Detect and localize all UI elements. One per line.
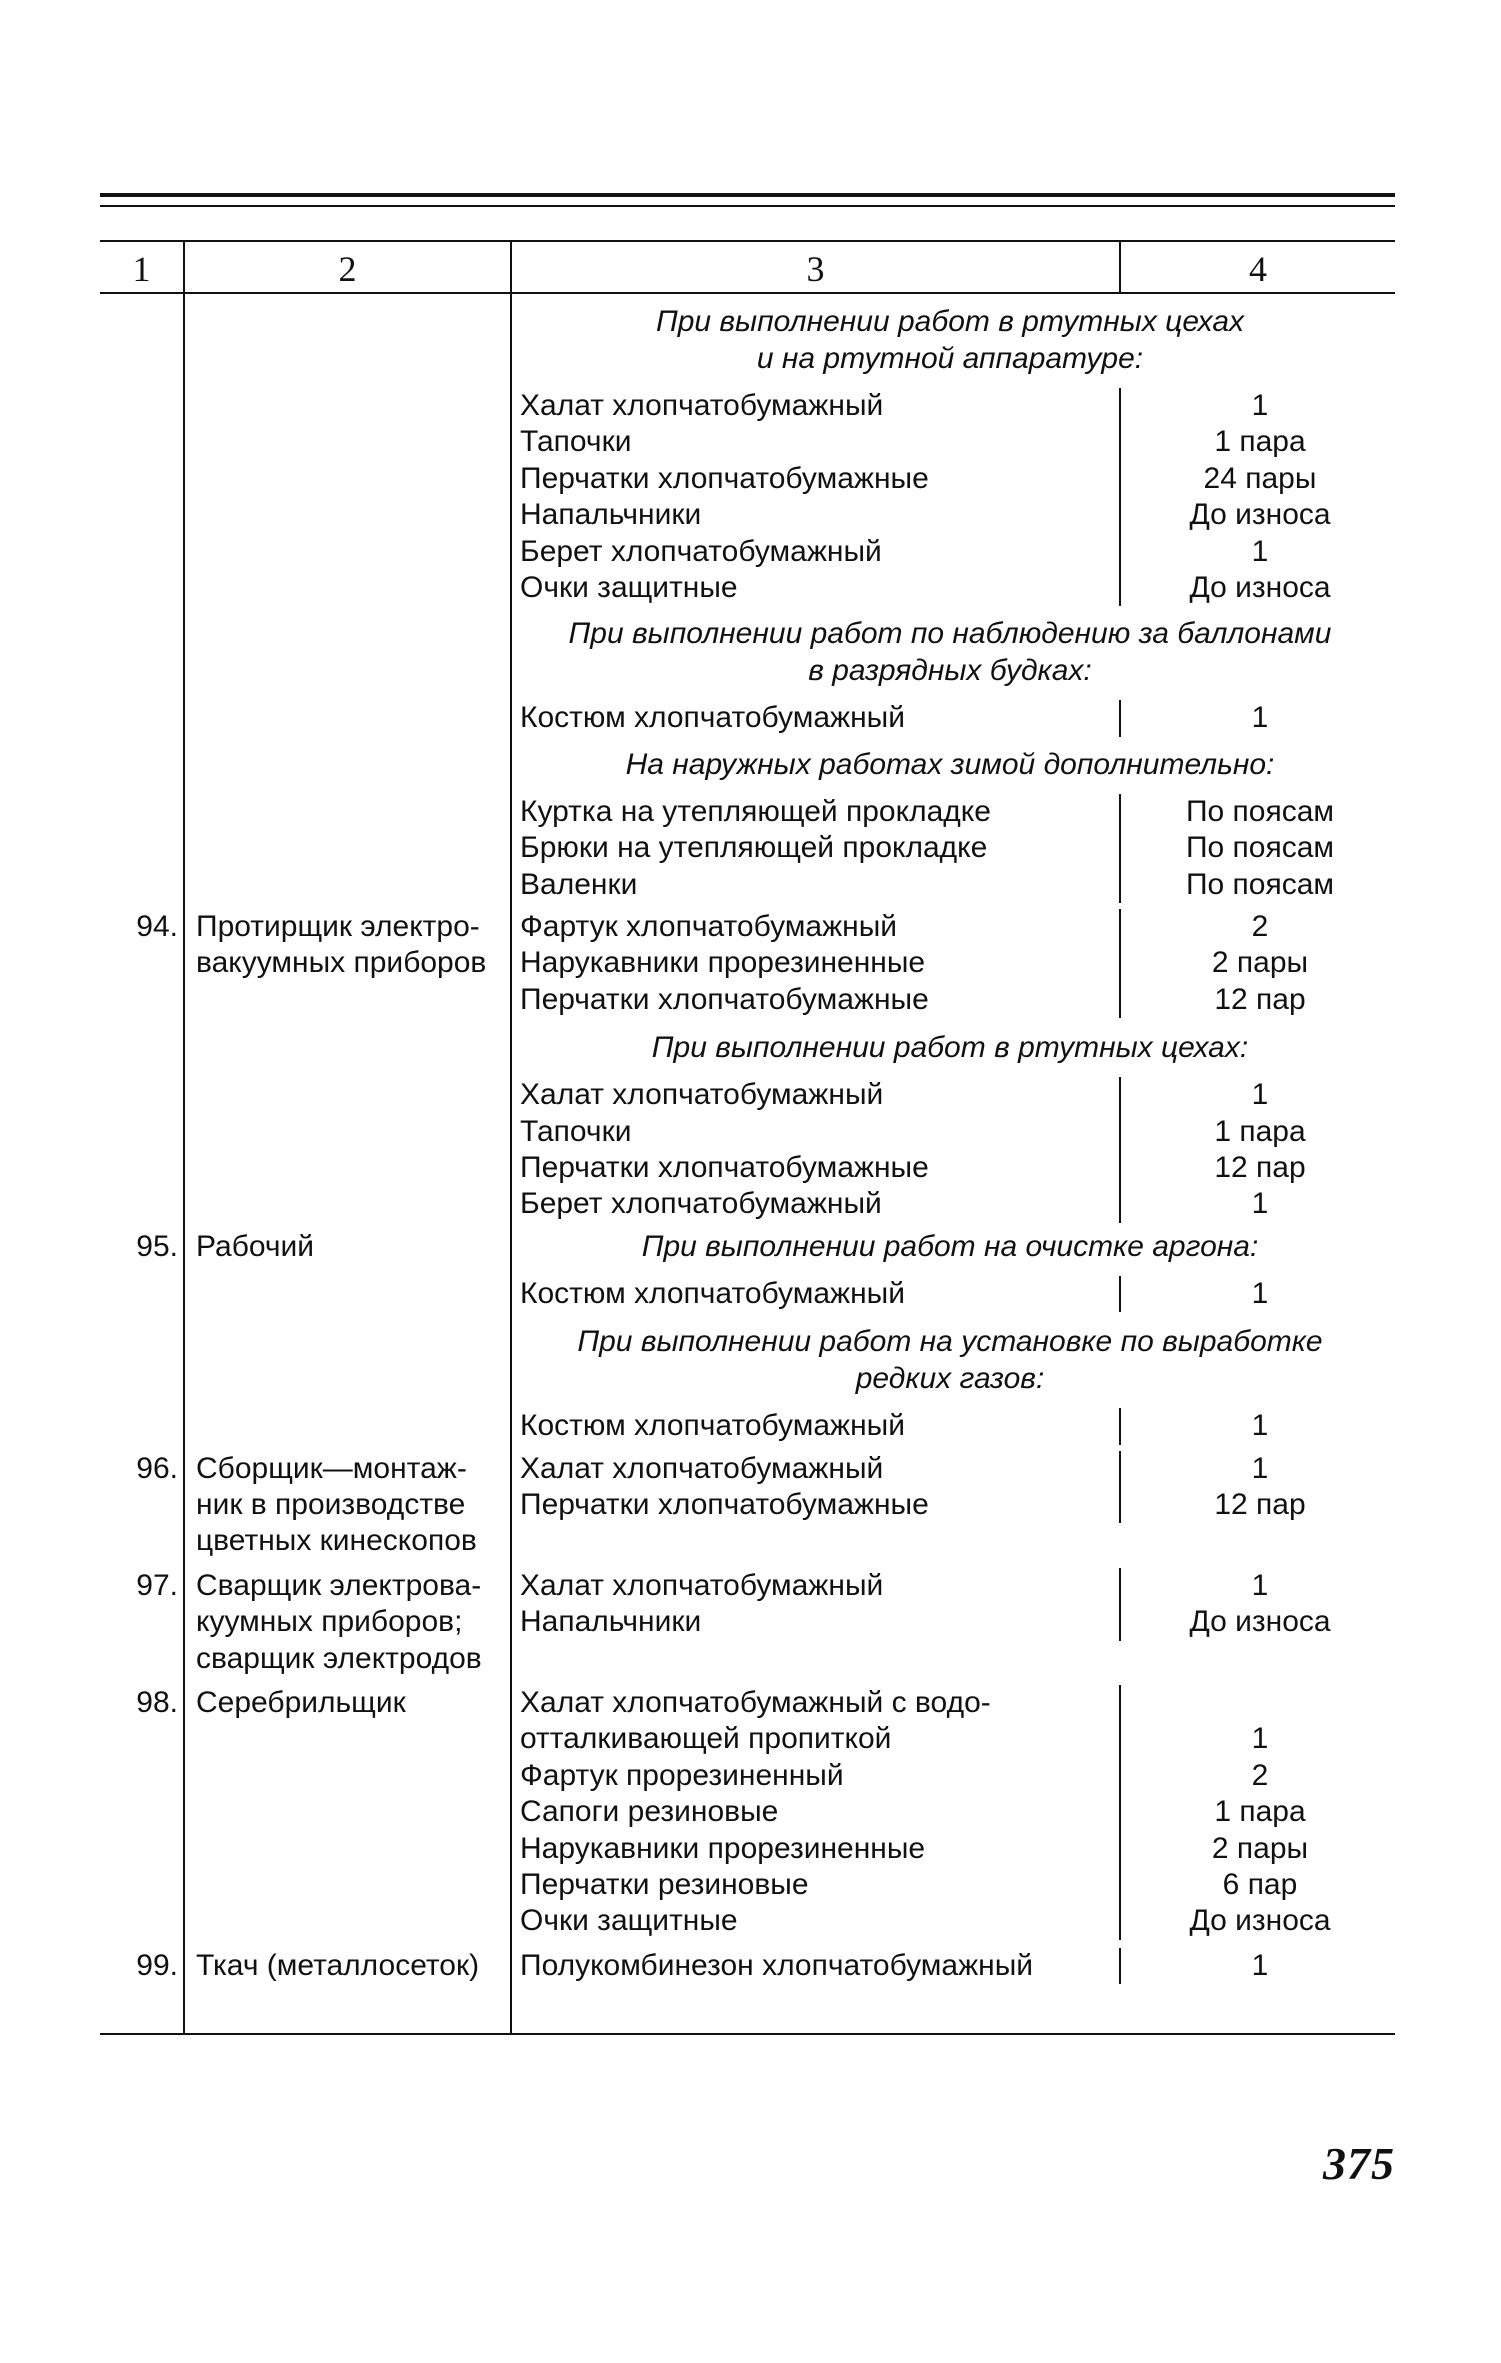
col-divider-3-segment [1119,388,1121,606]
header-top-line [100,240,1395,242]
item-name: Халат хлопчатобумажный [520,1568,884,1602]
item-norm: 1 [1251,534,1269,568]
item-name: Сапоги резиновые [520,1795,779,1829]
item-norm: 1 [1251,1078,1269,1112]
item-name: Полукомбинезон хлопчатобумажный [520,1948,1034,1982]
item-norm: 1 [1251,1409,1269,1443]
section-heading-line: редких газов: [855,1362,1045,1396]
item-name: Очки защитные [520,571,738,604]
profession-line: Сварщик электрова- [196,1568,482,1602]
profession-line: сварщик электродов [196,1641,482,1675]
item-name: Фартук прорезиненный [520,1758,844,1792]
section-heading-line: При выполнении работ в ртутных цехах [655,305,1245,338]
item-norm: 24 пары [1203,461,1317,495]
item-name: Костюм хлопчатобумажный [520,701,905,735]
item-name: Халат хлопчатобумажный [520,1451,884,1485]
item-name: Напальчники [520,498,702,532]
item-norm: 1 [1251,1722,1269,1756]
item-norm: 1 [1251,1187,1269,1221]
item-name: Перчатки хлопчатобумажные [520,1488,929,1521]
item-norm: 1 пара [1214,425,1306,459]
item-name: Тапочки [520,425,632,459]
item-norm: До износа [1189,498,1331,532]
item-norm: 2 пары [1211,946,1309,980]
section-heading-line: При выполнении работ в ртутных цехах: [651,1031,1249,1065]
col-divider-3-segment [1119,1685,1121,1940]
item-name: Халат хлопчатобумажный с водо- [520,1686,991,1719]
col-divider-3-segment [1119,1276,1121,1312]
header-col-4: 4 [1249,249,1267,289]
item-norm: 1 [1251,701,1269,735]
item-name: Костюм хлопчатобумажный [520,1276,905,1310]
page-number: 375 [1323,2138,1395,2189]
item-norm: 6 пар [1222,1868,1298,1901]
entry-number: 98. [136,1686,178,1719]
item-name: Тапочки [520,1114,632,1148]
section-heading-line: На наружных работах зимой дополнительно: [625,747,1275,781]
entry-number: 95. [136,1229,178,1263]
item-name: Перчатки хлопчатобумажные [520,461,929,495]
item-norm: 1 пара [1214,1795,1306,1829]
item-name: Нарукавники прорезиненные [520,946,926,980]
profession-line: Серебрильщик [196,1686,406,1719]
profession-line: цветных кинескопов [196,1524,477,1558]
item-name: Костюм хлопчатобумажный [520,1409,905,1443]
item-norm: По поясам [1185,831,1335,865]
col-divider-3-segment [1119,1408,1121,1444]
item-norm: До износа [1189,1904,1331,1938]
item-norm: 1 [1251,1948,1269,1982]
item-norm: 1 [1251,1276,1269,1310]
header-col-2: 2 [338,249,357,289]
profession-line: ник в производстве [196,1488,466,1521]
section-heading-line: и на ртутной аппаратуре: [756,342,1144,375]
section-heading-line: При выполнении работ на очистке аргона: [641,1229,1259,1263]
header-col-3: 3 [806,249,825,289]
profession-line: вакуумных приборов [196,946,487,980]
item-norm: 12 пар [1214,982,1306,1016]
item-name: Фартук хлопчатобумажный [520,910,898,943]
item-norm: До износа [1189,1605,1331,1639]
item-name: Перчатки резиновые [520,1868,809,1901]
item-name: отталкивающей пропиткой [520,1722,892,1756]
col-divider-3-segment [1119,794,1121,903]
item-name: Напальчники [520,1605,702,1639]
col-divider-3-segment [1119,1077,1121,1223]
table-bottom-line [100,2033,1395,2035]
item-name: Халат хлопчатобумажный [520,1078,884,1112]
item-norm: 12 пар [1214,1488,1306,1521]
col-divider-3-segment [1119,1568,1121,1641]
item-norm: 1 [1251,1568,1269,1602]
item-name: Халат хлопчатобумажный [520,389,884,422]
item-norm: 1 [1251,1451,1269,1485]
entry-number: 99. [136,1948,178,1982]
item-name: Берет хлопчатобумажный [520,534,882,568]
profession-line: Сборщик—монтаж- [196,1451,467,1485]
item-name: Перчатки хлопчатобумажные [520,1151,929,1184]
item-norm: 12 пар [1214,1151,1306,1184]
body-col-divider-2 [510,294,512,2035]
item-name: Берет хлопчатобумажный [520,1187,882,1221]
item-norm: 1 пара [1214,1114,1306,1148]
item-name: Брюки на утепляющей прокладке [520,831,988,865]
profession-line: Протирщик электро- [196,910,480,943]
section-heading-line: При выполнении работ по наблюдению за баллонами [568,617,1332,651]
item-norm: 2 пары [1211,1831,1309,1865]
item-name: Нарукавники прорезиненные [520,1831,926,1865]
item-norm: По поясам [1185,867,1335,901]
profession-line: Рабочий [196,1229,315,1263]
entry-number: 94. [136,910,178,943]
section-heading-line: При выполнении работ на установке по выработке [577,1325,1323,1359]
col-divider-3-segment [1119,1948,1121,1984]
col-divider-3-segment [1119,909,1121,1018]
item-norm: До износа [1189,571,1331,604]
item-name: Очки защитные [520,1904,738,1938]
section-heading-line: в разрядных будках: [808,654,1092,688]
item-name: Куртка на утепляющей прокладке [520,794,991,828]
body-col-divider-1 [183,294,185,2035]
col-divider-3-segment [1119,1451,1121,1524]
item-norm: 2 [1251,910,1269,943]
profession-line: Ткач (металлосеток) [196,1948,480,1982]
header-bottom-line [100,292,1395,294]
entry-number: 96. [136,1451,178,1485]
item-name: Валенки [520,867,638,901]
header-col-1: 1 [132,249,151,289]
item-norm: 1 [1251,389,1269,422]
col-divider-3-segment [1119,700,1121,736]
item-norm: 2 [1251,1758,1269,1792]
item-norm: По поясам [1185,794,1335,828]
item-name: Перчатки хлопчатобумажные [520,982,929,1016]
profession-line: куумных приборов; [196,1605,463,1639]
entry-number: 97. [136,1568,178,1602]
